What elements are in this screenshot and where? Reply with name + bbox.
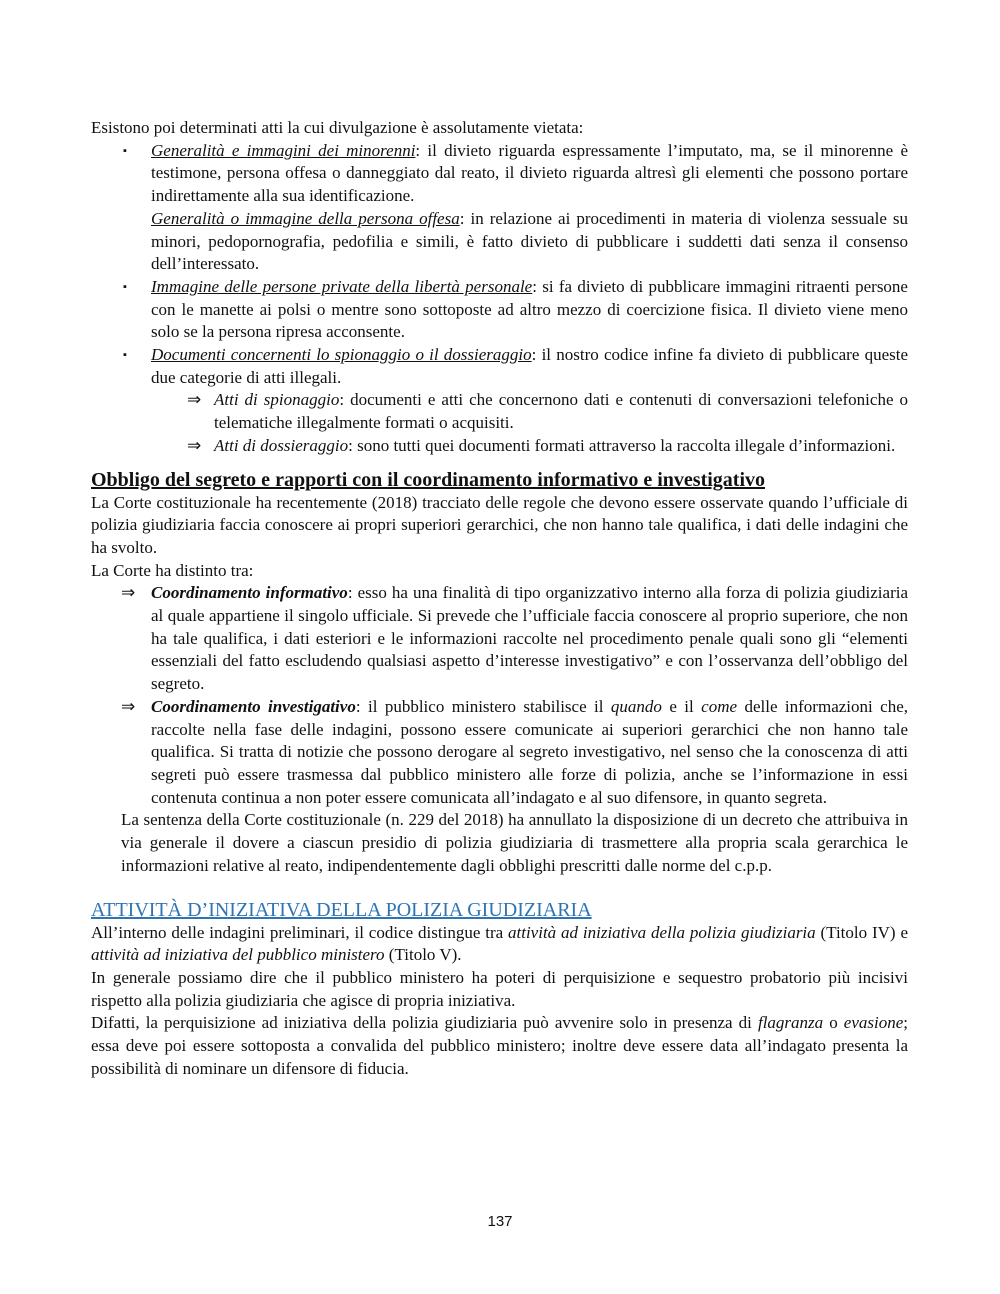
item-emphasis: come: [701, 696, 738, 716]
item-text: : in relazione ai procedimenti in materia di violenza sessuale su minori, pedopornografia, pedofilia e simili, è fatto divieto di pubblicare i suddetti dati senza il consenso dell’interessato.: [151, 208, 909, 274]
item-text: : esso ha una finalità di tipo organizzativo interno alla forza di polizia giudiziaria al quale appartiene il singolo ufficiale. Si prevede che l’ufficiale faccia conoscere al proprio superiore, che non ha tale qualifica, i dati esteriori e le informazioni raccolte nel procedimento penale quali sono gli “elementi essenziali del fatto escludendo qualsiasi aspetto d’interesse investigativo” e con l’osservanza dell’obbligo del segreto.: [151, 583, 908, 694]
text-run: o: [823, 1013, 844, 1033]
item-text: e il: [661, 696, 702, 716]
paragraph: [91, 922, 908, 967]
item-title: Atti di dossieraggio: [214, 435, 349, 455]
text-run: Difatti, la perquisizione ad iniziativa della polizia giudiziaria può avvenire solo in presenza di: [91, 1013, 758, 1033]
item-title: Generalità o immagine della persona offesa: [151, 208, 460, 228]
item-text: : documenti e atti che concernono dati e contenuti di conversazioni telefoniche o telematiche illegalmente formati o acquisiti.: [214, 390, 908, 433]
section-heading: Obbligo del segreto e rapporti con il coordinamento informativo e investigativo: [91, 468, 766, 491]
text-emphasis: evasione: [843, 1013, 904, 1033]
page-number: 137: [487, 1213, 513, 1230]
prohibited-acts-list: [91, 140, 908, 458]
arrow-list-item: [91, 582, 908, 696]
intro-paragraph: Esistono poi determinati atti la cui divulgazione è assolutamente vietata:: [91, 118, 584, 137]
item-text: : si fa divieto di pubblicare immagini ritraenti persone con le manette ai polsi o mentre sono sottoposte ad altro mezzo di coercizione fisica. Il divieto viene meno solo se la persona ripresa acconsente.: [151, 276, 908, 342]
double-arrow-icon: ⇒: [187, 390, 202, 410]
text-emphasis: attività ad iniziativa del pubblico ministero: [91, 945, 385, 965]
item-text: delle informazioni che, raccolte nella fase delle indagini, possono essere comunicate ai superiori gerarchici che non hanno tale qualifica. Si tratta di notizie che possono derogare al segreto investigativo, nel senso che la conoscenza di atti segreti può essere trasmessa dal pubblico ministero alle forze di polizia, anche se l’informazione in essi contenuta continua a non poter essere comunicata all’indagato e al suo difensore, in quanto segreta.: [151, 696, 908, 807]
list-item: [91, 140, 908, 208]
item-text: : il pubblico ministero stabilisce il: [355, 696, 611, 716]
arrow-list-item: [91, 435, 908, 458]
square-bullet-icon: ▪: [123, 144, 127, 157]
item-title: Coordinamento informativo: [151, 583, 348, 603]
double-arrow-icon: ⇒: [187, 435, 202, 455]
arrow-list-item: [91, 389, 908, 434]
text-emphasis: attività ad iniziativa della polizia giudiziaria: [508, 922, 816, 942]
paragraph: La sentenza della Corte costituzionale (n. 229 del 2018) ha annullato la disposizione di un decreto che attribuiva in via generale il dovere a ciascun presidio di polizia giudiziaria di trasmettere alla propria scala gerarchica le informazioni relative al reato, indipendentemente dagli obblighi prescritti dalle norme del c.p.p.: [121, 810, 908, 875]
square-bullet-icon: ▪: [123, 349, 127, 362]
item-text: : il divieto riguarda espressamente l’imputato, ma, se il minorenne è testimone, persona offesa o danneggiato dal reato, il divieto riguarda altresì gli elementi che possono portare indirettamente alla sua identificazione.: [151, 140, 908, 206]
item-text: : sono tutti quei documenti formati attraverso la raccolta illegale d’informazioni.: [348, 435, 896, 455]
arrow-list-item: [91, 696, 908, 810]
text-run: All’interno delle indagini preliminari, il codice distingue tra: [91, 922, 509, 942]
square-bullet-icon: ▪: [123, 280, 127, 293]
paragraph: In generale possiamo dire che il pubblico ministero ha poteri di perquisizione e sequestro probatorio più incisivi rispetto alla polizia giudiziaria che agisce di propria iniziativa.: [91, 967, 908, 1010]
item-text: : il nostro codice infine fa divieto di pubblicare queste due categorie di atti illegali.: [151, 345, 909, 387]
item-title: Immagine delle persone private della libertà personale: [151, 276, 533, 296]
text-emphasis: flagranza: [757, 1013, 824, 1033]
paragraph: [91, 1012, 908, 1080]
paragraph: La Corte ha distinto tra:: [91, 560, 254, 580]
text-run: (Titolo V).: [384, 945, 462, 965]
item-title: Documenti concernenti lo spionaggio o il dossieraggio: [151, 345, 532, 365]
paragraph: La Corte costituzionale ha recentemente (2018) tracciato delle regole che devono essere osservate quando l’ufficiale di polizia giudiziaria faccia conoscere ai propri superiori gerarchici, che non hanno tale qualifica, i dati delle indagini che ha svolto.: [91, 492, 908, 557]
text-run: (Titolo IV) e: [815, 922, 908, 942]
item-title: Atti di spionaggio: [214, 390, 340, 410]
item-title: Generalità e immagini dei minorenni: [151, 140, 416, 160]
list-item: [91, 276, 908, 344]
document-page: [91, 117, 908, 1080]
text-run: ; essa deve poi essere sottoposta a convalida del pubblico ministero; inoltre deve essere data all’indagato presenta la possibilità di nominare un difensore di fiducia.: [91, 1013, 909, 1078]
item-emphasis: quando: [610, 696, 662, 716]
chapter-heading-link[interactable]: ATTIVITÀ D’INIZIATIVA DELLA POLIZIA GIUDIZIARIA: [91, 898, 592, 921]
double-arrow-icon: ⇒: [121, 583, 136, 603]
item-title: Coordinamento investigativo: [151, 696, 356, 716]
list-subitem: [91, 208, 908, 276]
double-arrow-icon: ⇒: [121, 696, 136, 716]
list-item: [91, 344, 908, 389]
